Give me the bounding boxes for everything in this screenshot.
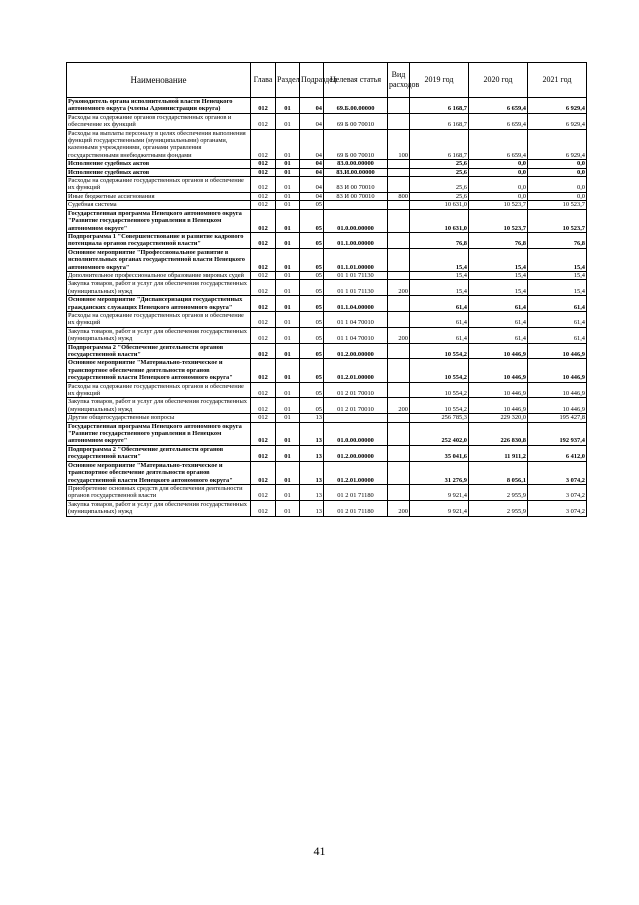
row-value-2020: 226 830,8 [469,422,528,445]
row-value-2021: 0,0 [528,177,587,193]
budget-table [66,62,587,517]
row-name: Расходы на выплаты персоналу в целях обеспечения выполнения функций государственными (муниципальными) органами, казенными учреждениями, органами управления государственными внебюджетными фондами [67,129,251,160]
row-target-article: 01.0.00.00000 [324,422,388,445]
row-section: 01 [276,500,300,516]
row-value-2021: 10 446,9 [528,343,587,359]
header-expense-type: Вид расходов [388,63,410,98]
row-subsection: 05 [300,280,324,296]
table-row [67,296,587,312]
row-subsection: 05 [300,359,324,382]
row-value-2021: 6 929,4 [528,129,587,160]
row-expense-type [388,461,410,484]
row-name: Подпрограмма 2 "Обеспечение деятельности органов государственной власти" [67,445,251,461]
row-value-2021: 195 427,8 [528,414,587,422]
row-value-2020: 11 911,2 [469,445,528,461]
row-chapter: 012 [251,461,276,484]
row-value-2021: 6 412,0 [528,445,587,461]
row-section: 01 [276,271,300,279]
row-target-article: 83 И 00 70010 [324,192,388,200]
row-expense-type [388,98,410,114]
row-expense-type [388,311,410,327]
row-name: Закупка товаров, работ и услуг для обеспечения государственных (муниципальных) нужд [67,327,251,343]
row-value-2021: 10 523,7 [528,209,587,232]
row-value-2020: 61,4 [469,296,528,312]
table-row [67,98,587,114]
row-name: Основное мероприятие "Материально-техническое и транспортное обеспечение деятельности органов государственной власти Ненецкого автономного округа" [67,359,251,382]
row-chapter: 012 [251,232,276,248]
row-subsection: 05 [300,343,324,359]
row-section: 01 [276,484,300,500]
table-body [67,98,587,517]
row-expense-type [388,414,410,422]
row-value-2021: 6 929,4 [528,98,587,114]
row-value-2019: 25,6 [410,177,469,193]
table-row [67,192,587,200]
row-expense-type: 800 [388,192,410,200]
row-value-2020: 0,0 [469,160,528,168]
table-row [67,113,587,129]
header-subsection: Подраздел [300,63,324,98]
row-expense-type [388,343,410,359]
row-value-2020: 10 446,9 [469,343,528,359]
row-subsection: 04 [300,160,324,168]
row-expense-type [388,445,410,461]
row-expense-type: 100 [388,129,410,160]
row-value-2019: 31 276,9 [410,461,469,484]
row-subsection: 04 [300,129,324,160]
row-expense-type [388,209,410,232]
row-chapter: 012 [251,113,276,129]
row-chapter: 012 [251,398,276,414]
table-row [67,168,587,176]
table-row [67,209,587,232]
row-name: Основное мероприятие "Профессиональное развитие в исполнительных органах государственной власти Ненецкого автономного округа" [67,248,251,271]
row-section: 01 [276,422,300,445]
header-year-2021: 2021 год [528,63,587,98]
row-value-2019: 25,6 [410,192,469,200]
row-value-2019: 61,4 [410,296,469,312]
row-chapter: 012 [251,445,276,461]
row-subsection: 13 [300,414,324,422]
row-section: 01 [276,327,300,343]
row-name: Дополнительное профессиональное образование мировых судей [67,271,251,279]
row-expense-type [388,113,410,129]
row-value-2019: 10 554,2 [410,343,469,359]
row-value-2021: 3 074,2 [528,461,587,484]
row-value-2020: 6 659,4 [469,129,528,160]
row-chapter: 012 [251,248,276,271]
table-row [67,484,587,500]
row-section: 01 [276,201,300,209]
row-subsection: 05 [300,296,324,312]
row-target-article: 01.2.01.00000 [324,461,388,484]
row-subsection: 04 [300,192,324,200]
row-value-2019: 6 168,7 [410,98,469,114]
row-target-article: 01.1.04.00000 [324,296,388,312]
row-name: Государственная программа Ненецкого автономного округа "Развитие государственного управления в Ненецком автономном округе" [67,209,251,232]
row-expense-type [388,232,410,248]
table-row [67,311,587,327]
table-row [67,359,587,382]
table-row [67,248,587,271]
row-chapter: 012 [251,414,276,422]
row-subsection: 13 [300,500,324,516]
header-year-2019: 2019 год [410,63,469,98]
row-value-2021: 10 523,7 [528,201,587,209]
row-expense-type [388,422,410,445]
row-subsection: 05 [300,311,324,327]
row-target-article: 01 1 01 71130 [324,280,388,296]
row-chapter: 012 [251,168,276,176]
header-section: Раздел [276,63,300,98]
row-subsection: 05 [300,382,324,398]
row-name: Государственная программа Ненецкого автономного округа "Развитие государственного управления в Ненецком автономном округе" [67,422,251,445]
row-section: 01 [276,461,300,484]
row-chapter: 012 [251,160,276,168]
row-value-2021: 0,0 [528,160,587,168]
row-expense-type [388,177,410,193]
row-value-2021: 3 074,2 [528,500,587,516]
row-expense-type: 200 [388,398,410,414]
table-row [67,500,587,516]
row-expense-type [388,296,410,312]
row-target-article: 01.1.00.00000 [324,232,388,248]
row-target-article [324,201,388,209]
row-value-2019: 6 168,7 [410,129,469,160]
row-target-article: 69 Б 00 70010 [324,113,388,129]
row-value-2021: 10 446,9 [528,359,587,382]
row-value-2021: 192 937,4 [528,422,587,445]
row-chapter: 012 [251,271,276,279]
table-row [67,232,587,248]
row-name: Расходы на содержание государственных органов и обеспечение их функций [67,311,251,327]
row-expense-type [388,201,410,209]
row-subsection: 05 [300,327,324,343]
row-name: Расходы на содержание государственных органов и обеспечение их функций [67,177,251,193]
row-chapter: 012 [251,311,276,327]
table-row [67,177,587,193]
header-chapter: Глава [251,63,276,98]
row-value-2020: 8 056,1 [469,461,528,484]
row-section: 01 [276,192,300,200]
row-value-2019: 9 921,4 [410,484,469,500]
row-subsection: 05 [300,201,324,209]
row-name: Иные бюджетные ассигнования [67,192,251,200]
row-target-article: 69 Б 00 70010 [324,129,388,160]
row-target-article [324,414,388,422]
row-target-article: 83 И 00 70010 [324,177,388,193]
row-expense-type [388,484,410,500]
row-expense-type: 200 [388,280,410,296]
row-chapter: 012 [251,296,276,312]
row-target-article: 01 2 01 71180 [324,484,388,500]
page-number: 41 [313,844,326,858]
row-value-2019: 15,4 [410,280,469,296]
row-section: 01 [276,343,300,359]
row-section: 01 [276,414,300,422]
row-chapter: 012 [251,209,276,232]
row-subsection: 05 [300,271,324,279]
row-subsection: 13 [300,484,324,500]
row-value-2019: 35 041,6 [410,445,469,461]
row-chapter: 012 [251,201,276,209]
row-value-2019: 6 168,7 [410,113,469,129]
row-section: 01 [276,398,300,414]
row-expense-type [388,271,410,279]
row-expense-type [388,382,410,398]
row-value-2020: 2 955,9 [469,484,528,500]
row-value-2021: 61,4 [528,327,587,343]
row-value-2020: 10 523,7 [469,209,528,232]
row-value-2021: 10 446,9 [528,382,587,398]
row-target-article: 69.Б.00.00000 [324,98,388,114]
row-subsection: 04 [300,168,324,176]
table-row [67,343,587,359]
row-section: 01 [276,113,300,129]
row-value-2020: 6 659,4 [469,113,528,129]
row-section: 01 [276,296,300,312]
row-subsection: 05 [300,232,324,248]
table-row [67,414,587,422]
table-row [67,382,587,398]
row-chapter: 012 [251,343,276,359]
row-chapter: 012 [251,280,276,296]
row-value-2021: 0,0 [528,168,587,176]
row-section: 01 [276,129,300,160]
row-value-2021: 15,4 [528,248,587,271]
row-name: Судебная система [67,201,251,209]
row-chapter: 012 [251,484,276,500]
row-target-article: 83.0.00.00000 [324,160,388,168]
row-subsection: 05 [300,248,324,271]
row-value-2020: 15,4 [469,280,528,296]
row-subsection: 04 [300,177,324,193]
row-section: 01 [276,168,300,176]
table-row [67,422,587,445]
row-value-2020: 10 523,7 [469,201,528,209]
row-value-2019: 256 785,3 [410,414,469,422]
row-value-2020: 61,4 [469,311,528,327]
row-target-article: 01.2.00.00000 [324,445,388,461]
row-value-2019: 15,4 [410,248,469,271]
header-target-article: Целевая статья [324,63,388,98]
header-name: Наименование [67,63,251,98]
row-value-2020: 229 320,0 [469,414,528,422]
table-row [67,129,587,160]
row-subsection: 05 [300,209,324,232]
row-chapter: 012 [251,382,276,398]
row-chapter: 012 [251,327,276,343]
row-name: Закупка товаров, работ и услуг для обеспечения государственных (муниципальных) нужд [67,398,251,414]
row-target-article: 01.2.00.00000 [324,343,388,359]
row-value-2019: 10 631,0 [410,201,469,209]
row-expense-type [388,248,410,271]
row-value-2020: 6 659,4 [469,98,528,114]
row-target-article: 01 2 01 70010 [324,398,388,414]
row-section: 01 [276,209,300,232]
row-value-2021: 76,8 [528,232,587,248]
row-chapter: 012 [251,359,276,382]
row-subsection: 13 [300,461,324,484]
row-value-2019: 10 631,0 [410,209,469,232]
row-section: 01 [276,232,300,248]
row-value-2019: 252 402,0 [410,422,469,445]
row-section: 01 [276,98,300,114]
row-value-2020: 15,4 [469,271,528,279]
row-chapter: 012 [251,177,276,193]
row-value-2021: 3 074,2 [528,484,587,500]
row-target-article: 83.И.00.00000 [324,168,388,176]
row-target-article: 01 1 01 71130 [324,271,388,279]
row-value-2020: 0,0 [469,168,528,176]
row-value-2021: 61,4 [528,296,587,312]
row-chapter: 012 [251,192,276,200]
row-target-article: 01.2.01.00000 [324,359,388,382]
row-value-2021: 61,4 [528,311,587,327]
row-target-article: 01 1 04 70010 [324,311,388,327]
row-value-2020: 15,4 [469,248,528,271]
row-name: Основное мероприятие "Материально-техническое и транспортное обеспечение деятельности органов государственной власти Ненецкого автономного округа" [67,461,251,484]
row-name: Руководитель органа исполнительной власти Ненецкого автономного округа (члены Администрации округа) [67,98,251,114]
row-subsection: 04 [300,98,324,114]
row-section: 01 [276,177,300,193]
row-target-article: 01.1.01.00000 [324,248,388,271]
row-subsection: 13 [300,422,324,445]
row-chapter: 012 [251,500,276,516]
row-name: Исполнение судебных актов [67,160,251,168]
row-value-2019: 61,4 [410,327,469,343]
row-value-2020: 0,0 [469,177,528,193]
row-value-2019: 10 554,2 [410,359,469,382]
row-value-2019: 76,8 [410,232,469,248]
row-target-article: 01.0.00.00000 [324,209,388,232]
row-name: Закупка товаров, работ и услуг для обеспечения государственных (муниципальных) нужд [67,500,251,516]
row-value-2020: 10 446,9 [469,398,528,414]
row-value-2019: 15,4 [410,271,469,279]
row-subsection: 13 [300,445,324,461]
row-section: 01 [276,160,300,168]
table-row [67,160,587,168]
table-row [67,398,587,414]
table-row [67,461,587,484]
row-name: Приобретение основных средств для обеспечения деятельности органов государственной власти [67,484,251,500]
table-row [67,271,587,279]
row-value-2020: 61,4 [469,327,528,343]
row-expense-type: 200 [388,327,410,343]
row-name: Закупка товаров, работ и услуг для обеспечения государственных (муниципальных) нужд [67,280,251,296]
row-section: 01 [276,359,300,382]
row-value-2021: 6 929,4 [528,113,587,129]
row-name: Расходы на содержание государственных органов и обеспечение их функций [67,382,251,398]
row-name: Исполнение судебных актов [67,168,251,176]
row-value-2019: 10 554,2 [410,398,469,414]
row-name: Другие общегосударственные вопросы [67,414,251,422]
row-value-2020: 10 446,9 [469,359,528,382]
row-value-2019: 25,6 [410,160,469,168]
row-value-2019: 10 554,2 [410,382,469,398]
row-target-article: 01 2 01 71180 [324,500,388,516]
row-section: 01 [276,445,300,461]
row-expense-type: 200 [388,500,410,516]
table-row [67,201,587,209]
row-section: 01 [276,280,300,296]
row-value-2020: 2 955,9 [469,500,528,516]
row-expense-type [388,359,410,382]
row-chapter: 012 [251,129,276,160]
row-value-2020: 10 446,9 [469,382,528,398]
row-value-2021: 10 446,9 [528,398,587,414]
row-chapter: 012 [251,98,276,114]
row-name: Расходы на содержание органов государственных органов и обеспечение их функций [67,113,251,129]
table-header-row [67,63,587,98]
row-value-2019: 25,6 [410,168,469,176]
row-expense-type [388,160,410,168]
row-name: Подпрограмма 1 "Совершенствование и развитие кадрового потенциала органов государственной власти" [67,232,251,248]
row-name: Основное мероприятие "Диспансеризация государственных гражданских служащих Ненецкого автономного округа" [67,296,251,312]
row-chapter: 012 [251,422,276,445]
row-section: 01 [276,248,300,271]
row-name: Подпрограмма 2 "Обеспечение деятельности органов государственной власти" [67,343,251,359]
row-target-article: 01 2 01 70010 [324,382,388,398]
row-subsection: 05 [300,398,324,414]
row-target-article: 01 1 04 70010 [324,327,388,343]
table-row [67,280,587,296]
row-subsection: 04 [300,113,324,129]
row-expense-type [388,168,410,176]
header-year-2020: 2020 год [469,63,528,98]
row-value-2021: 15,4 [528,280,587,296]
row-value-2020: 76,8 [469,232,528,248]
row-section: 01 [276,382,300,398]
row-value-2021: 0,0 [528,192,587,200]
table-row [67,327,587,343]
row-value-2021: 15,4 [528,271,587,279]
row-value-2020: 0,0 [469,192,528,200]
table-row [67,445,587,461]
row-value-2019: 61,4 [410,311,469,327]
row-value-2019: 9 921,4 [410,500,469,516]
row-section: 01 [276,311,300,327]
